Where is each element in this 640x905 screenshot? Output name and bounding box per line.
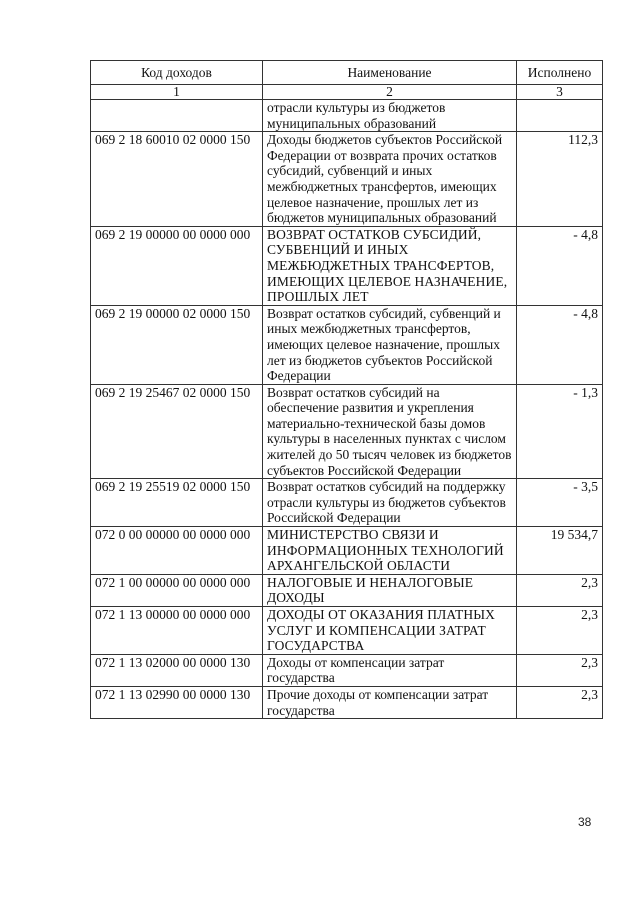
row-executed: 112,3 [517, 132, 603, 227]
revenue-table [90, 60, 603, 719]
page-number: 38 [578, 815, 592, 829]
row-name: ВОЗВРАТ ОСТАТКОВ СУБСИДИЙ, СУБВЕНЦИЙ И ИНЫХ МЕЖБЮДЖЕТНЫХ ТРАНСФЕРТОВ, ИМЕЮЩИХ ЦЕЛЕВОЕ НАЗНАЧЕНИЕ, ПРОШЛЫХ ЛЕТ [263, 226, 517, 305]
table-row [91, 479, 603, 527]
row-code: 072 1 13 02990 00 0000 130 [91, 686, 263, 718]
table-row [91, 654, 603, 686]
row-executed: 2,3 [517, 686, 603, 718]
row-code: 069 2 18 60010 02 0000 150 [91, 132, 263, 227]
row-executed [517, 100, 603, 132]
column-number-1: 1 [91, 85, 263, 100]
table-row [91, 100, 603, 132]
header-name: Наименование [263, 61, 517, 85]
row-name: Доходы от компенсации затрат государства [263, 654, 517, 686]
row-name: Возврат остатков субсидий, субвенций и иных межбюджетных трансфертов, имеющих целевое назначение, прошлых лет из бюджетов субъектов Российской Федерации [263, 305, 517, 384]
row-code: 072 0 00 00000 00 0000 000 [91, 527, 263, 575]
row-name: отрасли культуры из бюджетов муниципальных образований [263, 100, 517, 132]
row-executed: - 4,8 [517, 305, 603, 384]
row-name: НАЛОГОВЫЕ И НЕНАЛОГОВЫЕ ДОХОДЫ [263, 574, 517, 606]
row-executed: 19 534,7 [517, 527, 603, 575]
table-row [91, 384, 603, 479]
column-number-2: 2 [263, 85, 517, 100]
table-row [91, 226, 603, 305]
row-name: Возврат остатков субсидий на поддержку отрасли культуры из бюджетов субъектов Российской Федерации [263, 479, 517, 527]
row-executed: 2,3 [517, 574, 603, 606]
row-code: 072 1 13 02000 00 0000 130 [91, 654, 263, 686]
row-code [91, 100, 263, 132]
column-number-row [91, 85, 603, 100]
row-executed: - 3,5 [517, 479, 603, 527]
table-row [91, 574, 603, 606]
table-row-bold [91, 527, 603, 575]
row-name: Прочие доходы от компенсации затрат государства [263, 686, 517, 718]
table-row [91, 686, 603, 718]
row-code: 069 2 19 00000 02 0000 150 [91, 305, 263, 384]
row-name: МИНИСТЕРСТВО СВЯЗИ И ИНФОРМАЦИОННЫХ ТЕХНОЛОГИЙ АРХАНГЕЛЬСКОЙ ОБЛАСТИ [263, 527, 517, 575]
row-name: ДОХОДЫ ОТ ОКАЗАНИЯ ПЛАТНЫХ УСЛУГ И КОМПЕНСАЦИИ ЗАТРАТ ГОСУДАРСТВА [263, 607, 517, 655]
header-executed: Исполнено [517, 61, 603, 85]
row-executed: 2,3 [517, 607, 603, 655]
header-row [91, 61, 603, 85]
table-row [91, 132, 603, 227]
row-code: 069 2 19 25519 02 0000 150 [91, 479, 263, 527]
row-code: 069 2 19 00000 00 0000 000 [91, 226, 263, 305]
row-code: 069 2 19 25467 02 0000 150 [91, 384, 263, 479]
table-row [91, 305, 603, 384]
row-code: 072 1 00 00000 00 0000 000 [91, 574, 263, 606]
row-name: Возврат остатков субсидий на обеспечение развития и укрепления материально-технической базы домов культуры в населенных пунктах с числом жителей до 50 тысяч человек из бюджетов субъектов Российской Федерации [263, 384, 517, 479]
row-name: Доходы бюджетов субъектов Российской Федерации от возврата прочих остатков субсидий, субвенций и иных межбюджетных трансфертов, имеющих целевое назначение, прошлых лет из бюджетов муниципальных образований [263, 132, 517, 227]
row-executed: 2,3 [517, 654, 603, 686]
header-code: Код доходов [91, 61, 263, 85]
row-executed: - 4,8 [517, 226, 603, 305]
row-executed: - 1,3 [517, 384, 603, 479]
column-number-3: 3 [517, 85, 603, 100]
row-code: 072 1 13 00000 00 0000 000 [91, 607, 263, 655]
table-row [91, 607, 603, 655]
